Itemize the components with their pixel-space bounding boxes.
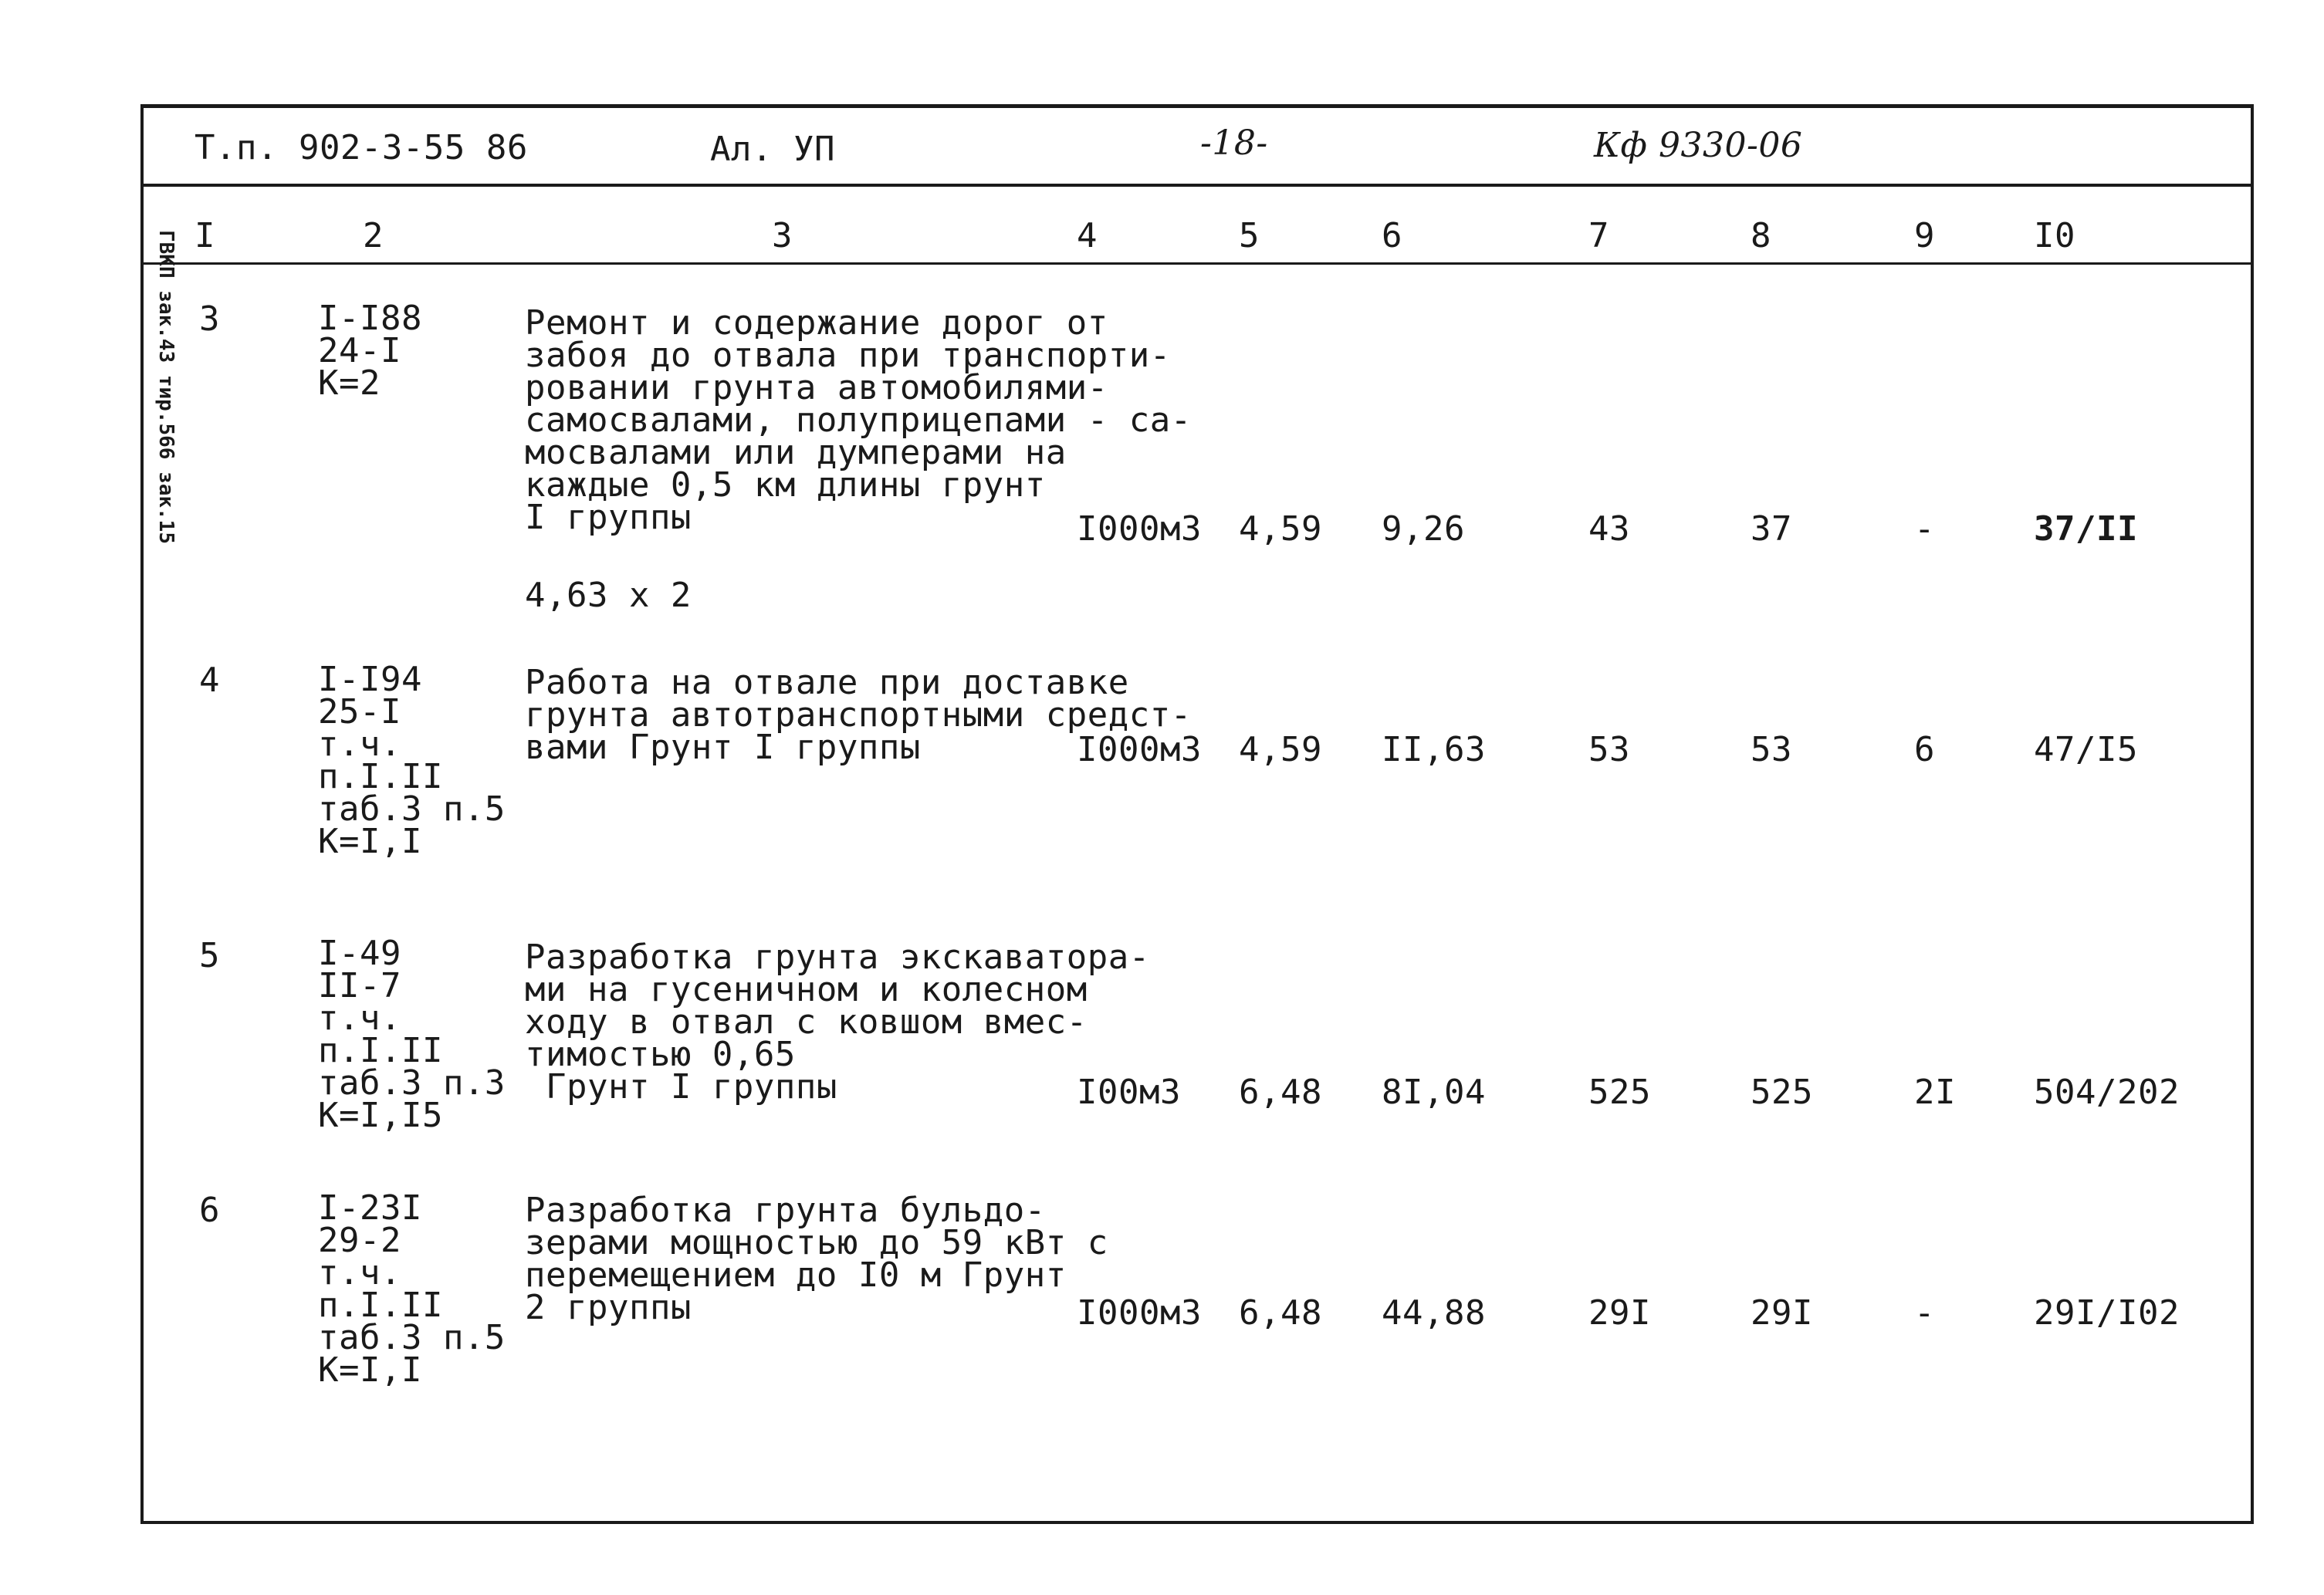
row-unit: I000м3 (1077, 730, 1202, 769)
side-stamp-text: ГВКП зак.43 тир.566 зак.15 (154, 230, 178, 544)
row-col8: 525 (1751, 1073, 1813, 1112)
row-col9: - (1914, 509, 1935, 549)
row-col10: 37/II (2034, 509, 2138, 549)
row-description: Разработка грунта бульдо- зерами мощностью до 59 кВт с перемещением до I0 м Грунт 2 группы (525, 1191, 1108, 1327)
row-code: I-49 II-7 т.ч. п.I.II таб.3 п.3 К=I,I5 (318, 934, 506, 1135)
row-code: I-I88 24-I К=2 (318, 299, 422, 403)
row-unit: I000м3 (1077, 1293, 1202, 1333)
row-col8: 53 (1751, 730, 1792, 769)
row-col10: 504/202 (2034, 1073, 2180, 1112)
row-col9: 2I (1914, 1073, 1956, 1112)
row-unit: I000м3 (1077, 509, 1202, 549)
row-number: 5 (199, 936, 220, 975)
row-description: Ремонт и содержание дорог от забоя до отвала при транспорти- ровании грунта автомобилями- самосвалами, полуприцепами - са- мосвалами или думперами на каждые 0,5 км длины грунт I группы (525, 303, 1192, 537)
row-col6: II,63 (1382, 730, 1486, 769)
document-code: Кф 9330-06 (1594, 126, 1803, 165)
row-col6: 8I,04 (1382, 1073, 1486, 1112)
row-col6: 9,26 (1382, 509, 1465, 549)
album-label: Ал. УП (710, 130, 835, 169)
row-col10: 29I/I02 (2034, 1293, 2180, 1333)
row-col5: 6,48 (1239, 1073, 1322, 1112)
page-number: -18- (1200, 123, 1268, 163)
row-number: 4 (199, 661, 220, 700)
row-col5: 4,59 (1239, 509, 1322, 549)
row-code: I-I94 25-I т.ч. п.I.II таб.3 п.5 К=I,I (318, 660, 506, 861)
col-header-6: 6 (1382, 216, 1402, 255)
row-number: 3 (199, 299, 220, 339)
col-header-3: 3 (772, 216, 793, 255)
row-calculation: 4,63 x 2 (525, 576, 692, 615)
col-header-2: 2 (363, 216, 384, 255)
row-description: Работа на отвале при доставке грунта автотранспортными средст- вами Грунт I группы (525, 663, 1192, 767)
col-header-8: 8 (1751, 216, 1771, 255)
row-col9: - (1914, 1293, 1935, 1333)
column-header-divider (140, 262, 2254, 265)
row-col9: 6 (1914, 730, 1935, 769)
row-col7: 525 (1588, 1073, 1651, 1112)
header-divider (140, 184, 2254, 187)
row-col6: 44,88 (1382, 1293, 1486, 1333)
project-number: Т.п. 902-3-55 86 (195, 128, 528, 167)
col-header-10: I0 (2034, 216, 2075, 255)
row-number: 6 (199, 1191, 220, 1230)
row-col7: 43 (1588, 509, 1630, 549)
row-col7: 29I (1588, 1293, 1651, 1333)
row-unit: I00м3 (1077, 1073, 1181, 1112)
col-header-5: 5 (1239, 216, 1260, 255)
row-col10: 47/I5 (2034, 730, 2138, 769)
row-description: Разработка грунта экскаватора- ми на гусеничном и колесном ходу в отвал с ковшом вмес- тимостью 0,65 Грунт I группы (525, 938, 1150, 1107)
row-col8: 37 (1751, 509, 1792, 549)
row-col8: 29I (1751, 1293, 1813, 1333)
col-header-1: I (195, 216, 215, 255)
row-code: I-23I 29-2 т.ч. п.I.II таб.3 п.5 К=I,I (318, 1188, 506, 1390)
row-col5: 6,48 (1239, 1293, 1322, 1333)
col-header-4: 4 (1077, 216, 1098, 255)
side-stamp (74, 114, 178, 544)
row-col5: 4,59 (1239, 730, 1322, 769)
col-header-9: 9 (1914, 216, 1935, 255)
row-col7: 53 (1588, 730, 1630, 769)
col-header-7: 7 (1588, 216, 1609, 255)
